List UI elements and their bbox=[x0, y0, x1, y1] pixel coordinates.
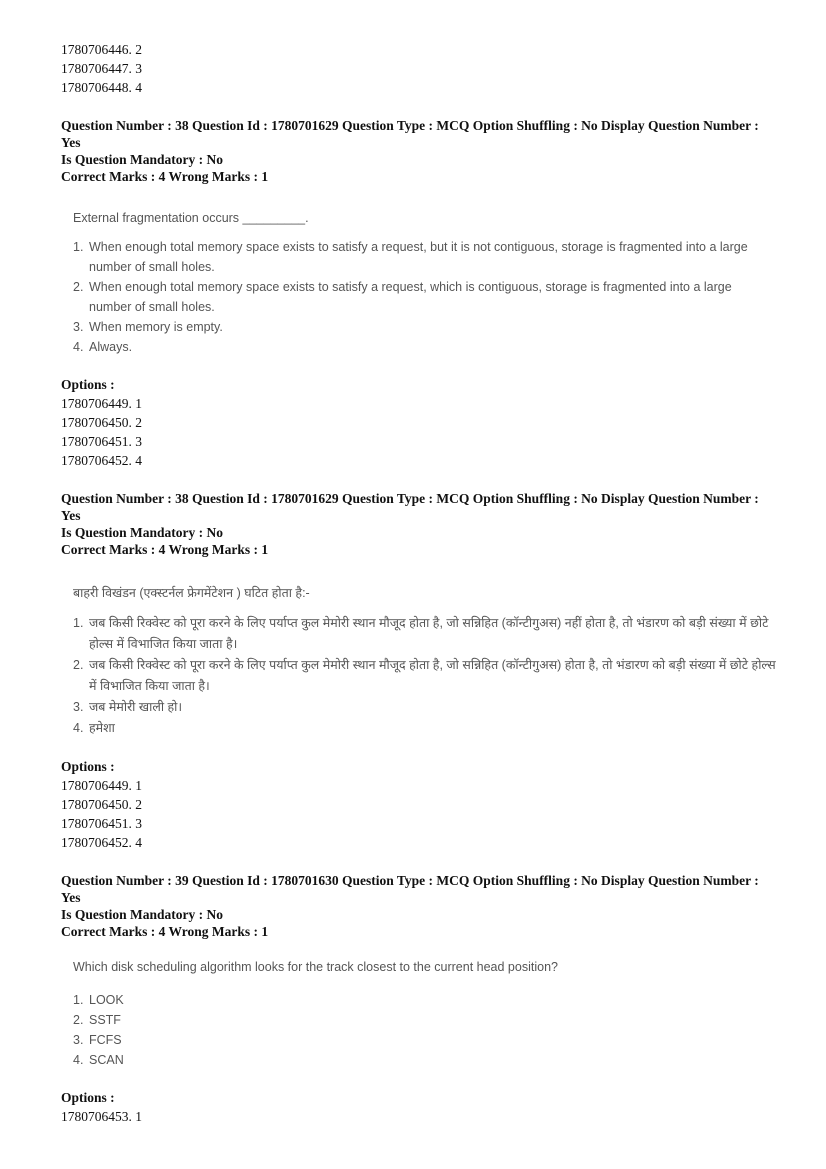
document-page bbox=[61, 40, 777, 1126]
option-id-line: 1780706451. 3 bbox=[61, 434, 142, 449]
question-block bbox=[61, 117, 777, 470]
choice-item: 3. When memory is empty. bbox=[73, 320, 223, 334]
question-block bbox=[61, 872, 777, 1126]
question-choices bbox=[73, 237, 777, 357]
question-text: External fragmentation occurs _________. bbox=[73, 211, 309, 225]
question-image bbox=[73, 584, 777, 739]
options-label: Options : bbox=[61, 1090, 115, 1105]
option-id-line: 1780706453. 1 bbox=[61, 1109, 142, 1124]
question-image bbox=[73, 211, 777, 357]
question-text: Which disk scheduling algorithm looks for the track closest to the current head position? bbox=[73, 960, 558, 974]
question-mandatory: Is Question Mandatory : No bbox=[61, 152, 224, 167]
option-id-line: 1780706450. 2 bbox=[61, 415, 142, 430]
choice-item: 3. FCFS bbox=[73, 1033, 122, 1047]
option-id-line: 1780706451. 3 bbox=[61, 816, 142, 831]
choice-item: 3. जब मेमोरी खाली हो। bbox=[73, 700, 183, 714]
choice-item: 1. LOOK bbox=[73, 993, 124, 1007]
option-id-line: 1780706448. 4 bbox=[61, 80, 142, 95]
question-mandatory: Is Question Mandatory : No bbox=[61, 525, 224, 540]
choice-item: 4. हमेशा bbox=[73, 721, 115, 735]
option-id-line: 1780706449. 1 bbox=[61, 778, 142, 793]
choice-item: 1. जब किसी रिक्वेस्ट को पूरा करने के लिए पर्याप्त कुल मेमोरी स्थान मौजूद होता है, जो सन्निहित (कॉन्टीगुअस) नहीं होता है, तो भंडारण को बड़ी संख्या में छोटे होल्स में विभाजित किया जाता है। bbox=[73, 616, 769, 651]
choice-item: 4. Always. bbox=[73, 340, 133, 354]
question-choices bbox=[73, 990, 777, 1070]
choice-item: 1. When enough total memory space exists to satisfy a request, but it is not contiguous, storage is fragmented into a large number of small holes. bbox=[73, 240, 748, 274]
option-id-line: 1780706452. 4 bbox=[61, 835, 142, 850]
options-label: Options : bbox=[61, 377, 115, 392]
question-marks: Correct Marks : 4 Wrong Marks : 1 bbox=[61, 542, 269, 557]
question-header: Question Number : 39 Question Id : 1780701630 Question Type : MCQ Option Shuffling : No Display Question Number : Yes bbox=[61, 873, 759, 905]
option-id-line: 1780706446. 2 bbox=[61, 42, 142, 57]
question-marks: Correct Marks : 4 Wrong Marks : 1 bbox=[61, 169, 269, 184]
question-mandatory: Is Question Mandatory : No bbox=[61, 907, 224, 922]
option-id-line: 1780706450. 2 bbox=[61, 797, 142, 812]
question-image bbox=[73, 960, 777, 1070]
question-text: बाहरी विखंडन (एक्स्टर्नल फ्रेगमेंटेशन ) घटित होता है:- bbox=[73, 586, 310, 600]
question-header: Question Number : 38 Question Id : 1780701629 Question Type : MCQ Option Shuffling : No Display Question Number : Yes bbox=[61, 118, 759, 150]
option-id-line: 1780706452. 4 bbox=[61, 453, 142, 468]
choice-item: 2. जब किसी रिक्वेस्ट को पूरा करने के लिए पर्याप्त कुल मेमोरी स्थान मौजूद होता है, जो सन्निहित (कॉन्टीगुअस) होता है, तो भंडारण को बड़ी संख्या में छोटे होल्स में विभाजित किया जाता है। bbox=[73, 658, 776, 693]
question-header: Question Number : 38 Question Id : 1780701629 Question Type : MCQ Option Shuffling : No Display Question Number : Yes bbox=[61, 491, 759, 523]
option-id-line: 1780706447. 3 bbox=[61, 61, 142, 76]
options-label: Options : bbox=[61, 759, 115, 774]
choice-item: 2. When enough total memory space exists to satisfy a request, which is contiguous, storage is fragmented into a large number of small holes. bbox=[73, 280, 732, 314]
choice-item: 4. SCAN bbox=[73, 1053, 124, 1067]
option-id-line: 1780706449. 1 bbox=[61, 396, 142, 411]
choice-item: 2. SSTF bbox=[73, 1013, 121, 1027]
question-choices bbox=[73, 613, 777, 739]
question-block bbox=[61, 490, 777, 852]
previous-options bbox=[61, 40, 777, 97]
question-marks: Correct Marks : 4 Wrong Marks : 1 bbox=[61, 924, 269, 939]
